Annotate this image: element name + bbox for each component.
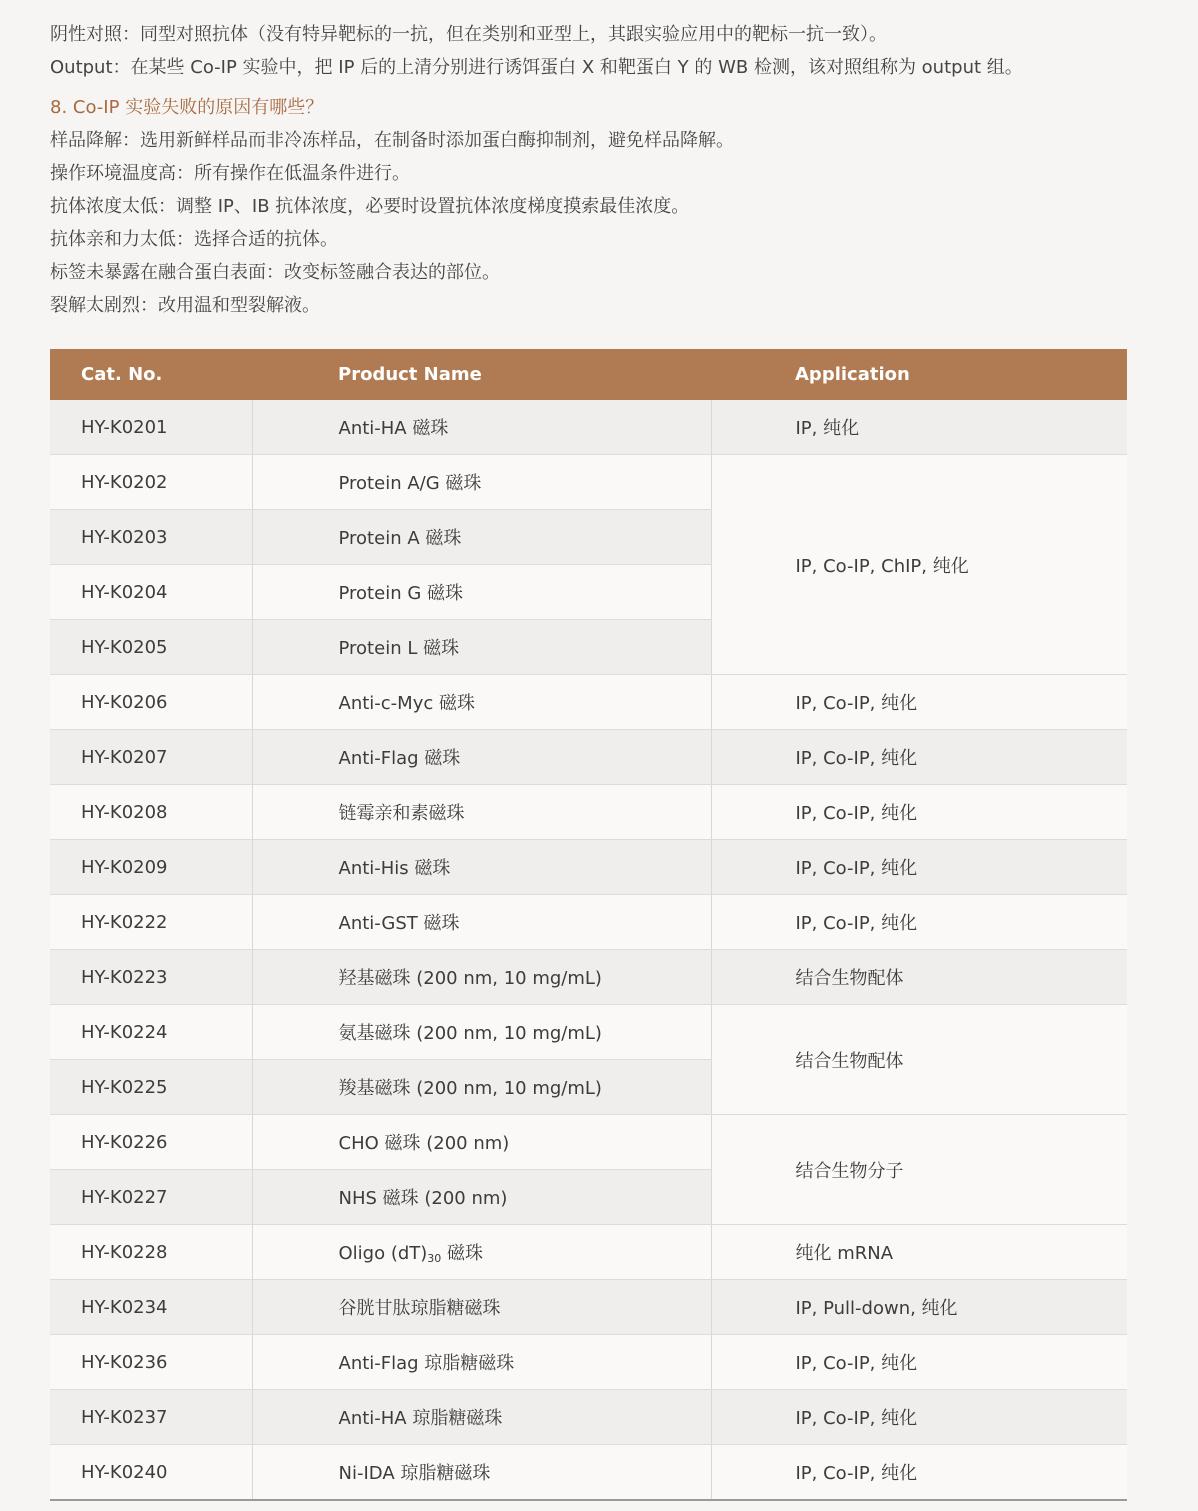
table-row: [50, 1280, 1127, 1335]
product-name-cell: Protein L 磁珠: [252, 620, 711, 675]
product-name-cell: Anti-c-Myc 磁珠: [252, 675, 711, 730]
text-line-tag-exposure: 标签未暴露在融合蛋白表面：改变标签融合表达的部位。: [50, 262, 500, 283]
application-cell: 结合生物配体: [711, 950, 1127, 1005]
table-row: [50, 895, 1127, 950]
cat-no-cell: HY-K0234: [50, 1280, 252, 1335]
table-row: [50, 400, 1127, 455]
text-line-negative-control: 阴性对照：同型对照抗体（没有特异靶标的一抗，但在类别和亚型上，其跟实验应用中的靶标一抗一致）。: [50, 24, 887, 45]
cat-no-cell: HY-K0237: [50, 1390, 252, 1445]
product-name-cell: Anti-Flag 磁珠: [252, 730, 711, 785]
cat-no-cell: HY-K0209: [50, 840, 252, 895]
product-name-cell: Protein A/G 磁珠: [252, 455, 711, 510]
table-row: [50, 1335, 1127, 1390]
cat-no-cell: HY-K0201: [50, 400, 252, 455]
product-name-cell: Anti-HA 磁珠: [252, 400, 711, 455]
cat-no-cell: HY-K0204: [50, 565, 252, 620]
cat-no-cell: HY-K0206: [50, 675, 252, 730]
application-cell: IP, Co-IP, 纯化: [711, 675, 1127, 730]
product-name-cell: Anti-HA 琼脂糖磁珠: [252, 1390, 711, 1445]
text-line-lysis: 裂解太剧烈：改用温和型裂解液。: [50, 295, 320, 316]
cat-no-cell: HY-K0224: [50, 1005, 252, 1060]
cat-no-cell: HY-K0208: [50, 785, 252, 840]
product-name-cell: Protein G 磁珠: [252, 565, 711, 620]
product-name-cell: 谷胱甘肽琼脂糖磁珠: [252, 1280, 711, 1335]
application-cell: 结合生物分子: [711, 1115, 1127, 1225]
table-row: [50, 840, 1127, 895]
table-row: [50, 1445, 1127, 1501]
cat-no-cell: HY-K0202: [50, 455, 252, 510]
cat-no-cell: HY-K0203: [50, 510, 252, 565]
application-cell: 纯化 mRNA: [711, 1225, 1127, 1280]
application-cell: IP, Co-IP, 纯化: [711, 840, 1127, 895]
table-row: [50, 950, 1127, 1005]
application-cell: 结合生物配体: [711, 1005, 1127, 1115]
cat-no-cell: HY-K0236: [50, 1335, 252, 1390]
table-row: [50, 455, 1127, 510]
cat-no-cell: HY-K0240: [50, 1445, 252, 1501]
header-cat-no: Cat. No.: [50, 349, 252, 400]
product-name-cell: CHO 磁珠 (200 nm): [252, 1115, 711, 1170]
cat-no-cell: HY-K0207: [50, 730, 252, 785]
product-name-cell: [252, 1225, 711, 1280]
product-name-cell: Protein A 磁珠: [252, 510, 711, 565]
product-name-cell: Ni-IDA 琼脂糖磁珠: [252, 1445, 711, 1501]
table-row: [50, 675, 1127, 730]
table-row: [50, 785, 1127, 840]
text-line-temperature: 操作环境温度高：所有操作在低温条件进行。: [50, 163, 410, 184]
product-name-cell: Anti-Flag 琼脂糖磁珠: [252, 1335, 711, 1390]
table-header-row: [50, 349, 1127, 400]
application-cell: IP, Co-IP, ChIP, 纯化: [711, 455, 1127, 675]
application-cell: IP, Co-IP, 纯化: [711, 1390, 1127, 1445]
product-name-subscript: 30: [427, 1252, 442, 1265]
product-name-cell: 氨基磁珠 (200 nm, 10 mg/mL): [252, 1005, 711, 1060]
cat-no-cell: HY-K0205: [50, 620, 252, 675]
text-line-output: Output：在某些 Co-IP 实验中，把 IP 后的上清分别进行诱饵蛋白 X 和靶蛋白 Y 的 WB 检测，该对照组称为 output 组。: [50, 57, 1023, 78]
application-cell: IP, Co-IP, 纯化: [711, 785, 1127, 840]
product-name-cell: 链霉亲和素磁珠: [252, 785, 711, 840]
application-cell: IP, Co-IP, 纯化: [711, 1335, 1127, 1390]
table-row: [50, 1390, 1127, 1445]
cat-no-cell: HY-K0223: [50, 950, 252, 1005]
application-cell: IP, 纯化: [711, 400, 1127, 455]
product-name-cell: 羧基磁珠 (200 nm, 10 mg/mL): [252, 1060, 711, 1115]
cat-no-cell: HY-K0228: [50, 1225, 252, 1280]
product-name-suffix: 磁珠: [441, 1243, 484, 1264]
header-product-name: Product Name: [252, 349, 711, 400]
product-name-cell: Anti-GST 磁珠: [252, 895, 711, 950]
table-row: [50, 1225, 1127, 1280]
product-name-cell: Anti-His 磁珠: [252, 840, 711, 895]
text-line-sample-degradation: 样品降解：选用新鲜样品而非冷冻样品，在制备时添加蛋白酶抑制剂，避免样品降解。: [50, 130, 734, 151]
product-table: [50, 349, 1127, 1501]
application-cell: IP, Co-IP, 纯化: [711, 1445, 1127, 1501]
table-row: [50, 1005, 1127, 1060]
application-cell: IP, Co-IP, 纯化: [711, 730, 1127, 785]
text-line-antibody-affinity: 抗体亲和力太低：选择合适的抗体。: [50, 229, 338, 250]
section-heading: 8. Co-IP 实验失败的原因有哪些？: [50, 97, 324, 118]
header-application: Application: [711, 349, 1127, 400]
cat-no-cell: HY-K0226: [50, 1115, 252, 1170]
application-cell: IP, Co-IP, 纯化: [711, 895, 1127, 950]
table-row: [50, 730, 1127, 785]
product-name-cell: NHS 磁珠 (200 nm): [252, 1170, 711, 1225]
cat-no-cell: HY-K0222: [50, 895, 252, 950]
cat-no-cell: HY-K0227: [50, 1170, 252, 1225]
product-name-text: Oligo (dT): [338, 1243, 428, 1264]
application-cell: IP, Pull-down, 纯化: [711, 1280, 1127, 1335]
table-row: [50, 1115, 1127, 1170]
text-line-antibody-concentration: 抗体浓度太低：调整 IP、IB 抗体浓度，必要时设置抗体浓度梯度摸索最佳浓度。: [50, 196, 690, 217]
intro-text: [50, 18, 1150, 322]
cat-no-cell: HY-K0225: [50, 1060, 252, 1115]
product-name-cell: 羟基磁珠 (200 nm, 10 mg/mL): [252, 950, 711, 1005]
